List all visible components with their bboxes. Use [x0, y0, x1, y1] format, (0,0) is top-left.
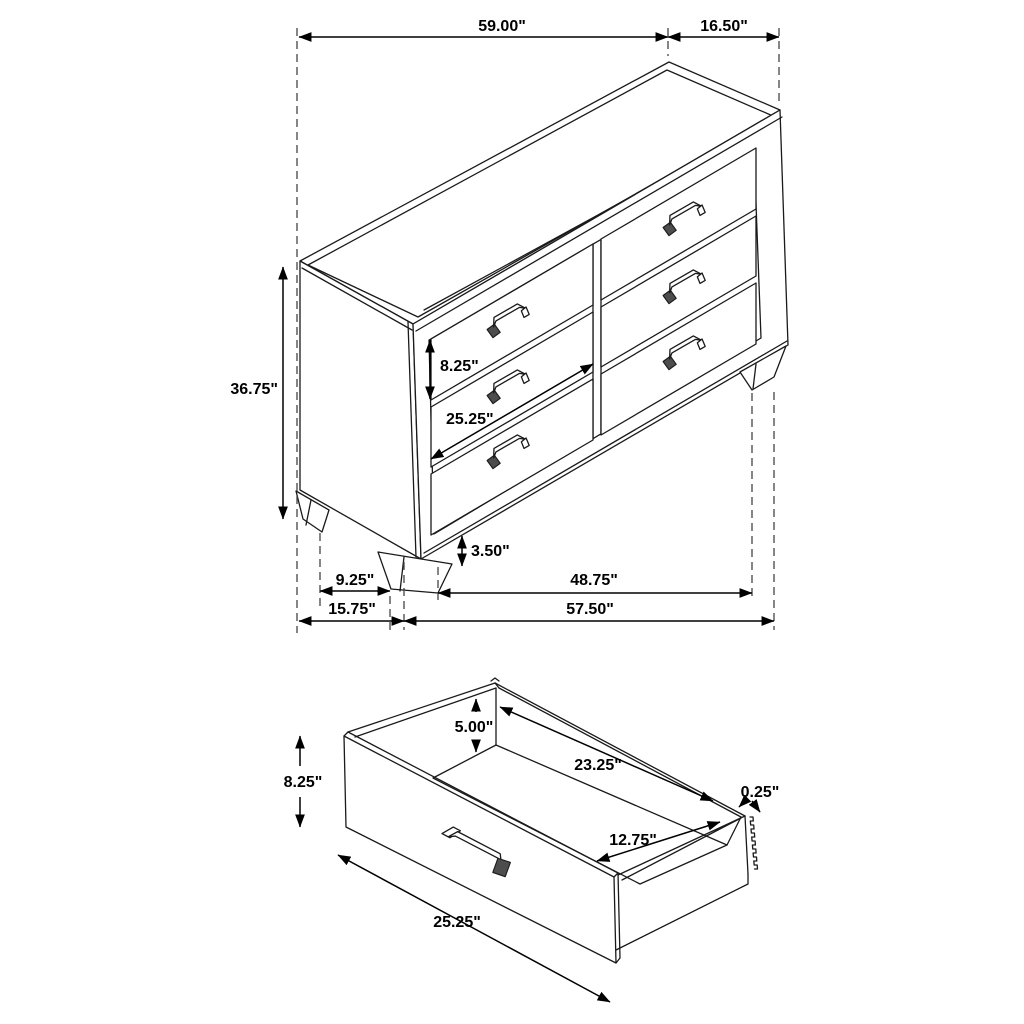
- dim-label-inner-depth: 12.75": [609, 832, 657, 849]
- drawer-box: [344, 678, 758, 963]
- dim-label-inner-length: 23.25": [574, 757, 622, 774]
- dim-label-height: 36.75": [230, 381, 278, 398]
- dim-label-front-feet-spacing: 48.75": [570, 572, 618, 589]
- dim-label-drawer-width: 25.25": [446, 411, 494, 428]
- dim-label-base-depth: 15.75": [328, 601, 376, 618]
- dresser-figure: [230, 18, 788, 633]
- dim-label-base-width: 57.50": [566, 601, 614, 618]
- dim-arrow-wall-thickness-right: [752, 801, 760, 812]
- dim-label-inner-height: 5.00": [454, 719, 494, 736]
- dim-label-front-width: 25.25": [433, 914, 481, 931]
- dim-label-drawer-height: 8.25": [440, 358, 479, 375]
- dovetail-joint-teeth: [750, 817, 758, 869]
- dim-label-wall-thickness: 0.25": [740, 784, 780, 801]
- dim-label-foot-height: 3.50": [471, 543, 510, 560]
- foot-front-left: [378, 552, 452, 593]
- dovetail-joint-left-edge: [745, 816, 748, 874]
- drawer-apex-cap: [491, 678, 499, 688]
- dim-label-side-feet-spacing: 9.25": [335, 572, 375, 589]
- drawer-right-wall-bottom-edge: [616, 874, 748, 950]
- dim-label-front-height: 8.25": [283, 774, 323, 791]
- dresser-body: [296, 62, 788, 593]
- dim-label-top-width: 59.00": [478, 18, 526, 35]
- drawer-back-wall-top-edge: [495, 683, 745, 817]
- dim-label-top-depth: 16.50": [700, 18, 748, 35]
- drawer-figure: [284, 678, 780, 1002]
- dim-line-inner-length: [500, 707, 713, 801]
